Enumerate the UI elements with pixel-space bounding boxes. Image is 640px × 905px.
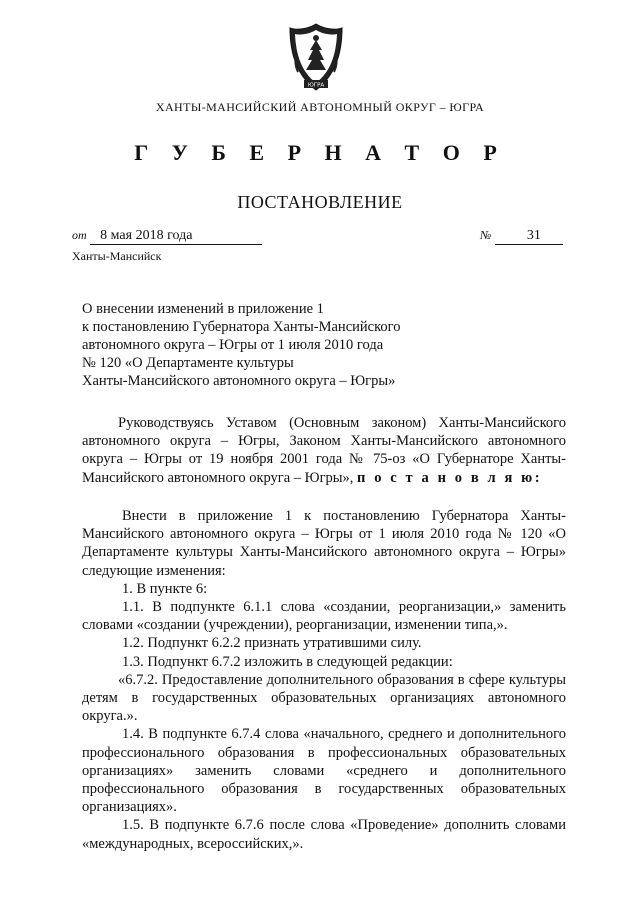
date-prefix: от bbox=[72, 228, 87, 242]
city: Ханты-Мансийск bbox=[72, 249, 162, 263]
body-paragraph: 1.5. В подпункте 6.7.6 после слова «Проведение» дополнить словами «международных, всероссийских,». bbox=[82, 817, 566, 852]
region-name: ХАНТЫ-МАНСИЙСКИЙ АВТОНОМНЫЙ ОКРУГ – ЮГРА bbox=[155, 100, 485, 114]
body-paragraph: 1. В пункте 6: bbox=[122, 580, 208, 597]
page-title: Г У Б Е Р Н А Т О Р bbox=[134, 140, 506, 165]
subject-line: к постановлению Губернатора Ханты-Мансийского bbox=[82, 319, 401, 335]
decree-word: п о с т а н о в л я ю: bbox=[357, 469, 543, 486]
number-value: 31 bbox=[495, 228, 563, 245]
subject-heading bbox=[82, 300, 502, 390]
body-paragraph: 1.4. В подпункте 6.7.4 слова «начального, среднего и дополнительного профессионального образования в профессиональных образовательных организациях» заменить словами «среднего и дополнительного профессионального образования в государственных образовательных организациях». bbox=[82, 726, 566, 816]
body-paragraph: Внести в приложение 1 к постановлению Губернатора Ханты-Мансийского автономного округа – Югры от 1 июля 2010 года № 120 «О Департаменте культуры Ханты-Мансийского автономного округа – Югры» следующие изменения: bbox=[82, 508, 566, 579]
preamble-text: Руководствуясь Уставом (Основным законом) Ханты-Мансийского автономного округа – Югры, Законом Ханты-Мансийского автономного округа – Югры от 19 ноября 2001 года № 75-оз «О Губернаторе Ханты-Мансийского автономного округа – Югры», bbox=[82, 415, 566, 486]
number-field bbox=[480, 228, 563, 245]
date-value: 8 мая 2018 года bbox=[90, 228, 262, 245]
subject-line: № 120 «О Департаменте культуры bbox=[82, 355, 294, 371]
body-paragraph: 1.3. Подпункт 6.7.2 изложить в следующей редакции: bbox=[122, 653, 453, 670]
svg-text:ЮГРА: ЮГРА bbox=[307, 82, 325, 89]
body-paragraph: 1.1. В подпункте 6.1.1 слова «создании, реорганизации,» заменить словами «создании (учреждении), реорганизации, изменении типа,». bbox=[82, 599, 566, 634]
subject-line: О внесении изменений в приложение 1 bbox=[82, 301, 324, 317]
number-prefix: № bbox=[480, 228, 492, 242]
subject-line: Ханты-Мансийского автономного округа – Югры» bbox=[82, 373, 396, 389]
decree-body bbox=[82, 507, 566, 853]
body-paragraph: «6.7.2. Предоставление дополнительного образования в сфере культуры детям в государственных образовательных организациях автономного округа.». bbox=[82, 671, 566, 725]
subject-line: автономного округа – Югры от 1 июля 2010 года bbox=[82, 337, 384, 353]
date-field bbox=[72, 228, 262, 245]
coat-of-arms-icon bbox=[284, 20, 348, 94]
document-type: ПОСТАНОВЛЕНИЕ bbox=[237, 192, 403, 212]
body-paragraph: 1.2. Подпункт 6.2.2 признать утратившими силу. bbox=[122, 635, 422, 652]
preamble-paragraph bbox=[82, 414, 566, 487]
preamble bbox=[82, 414, 566, 487]
